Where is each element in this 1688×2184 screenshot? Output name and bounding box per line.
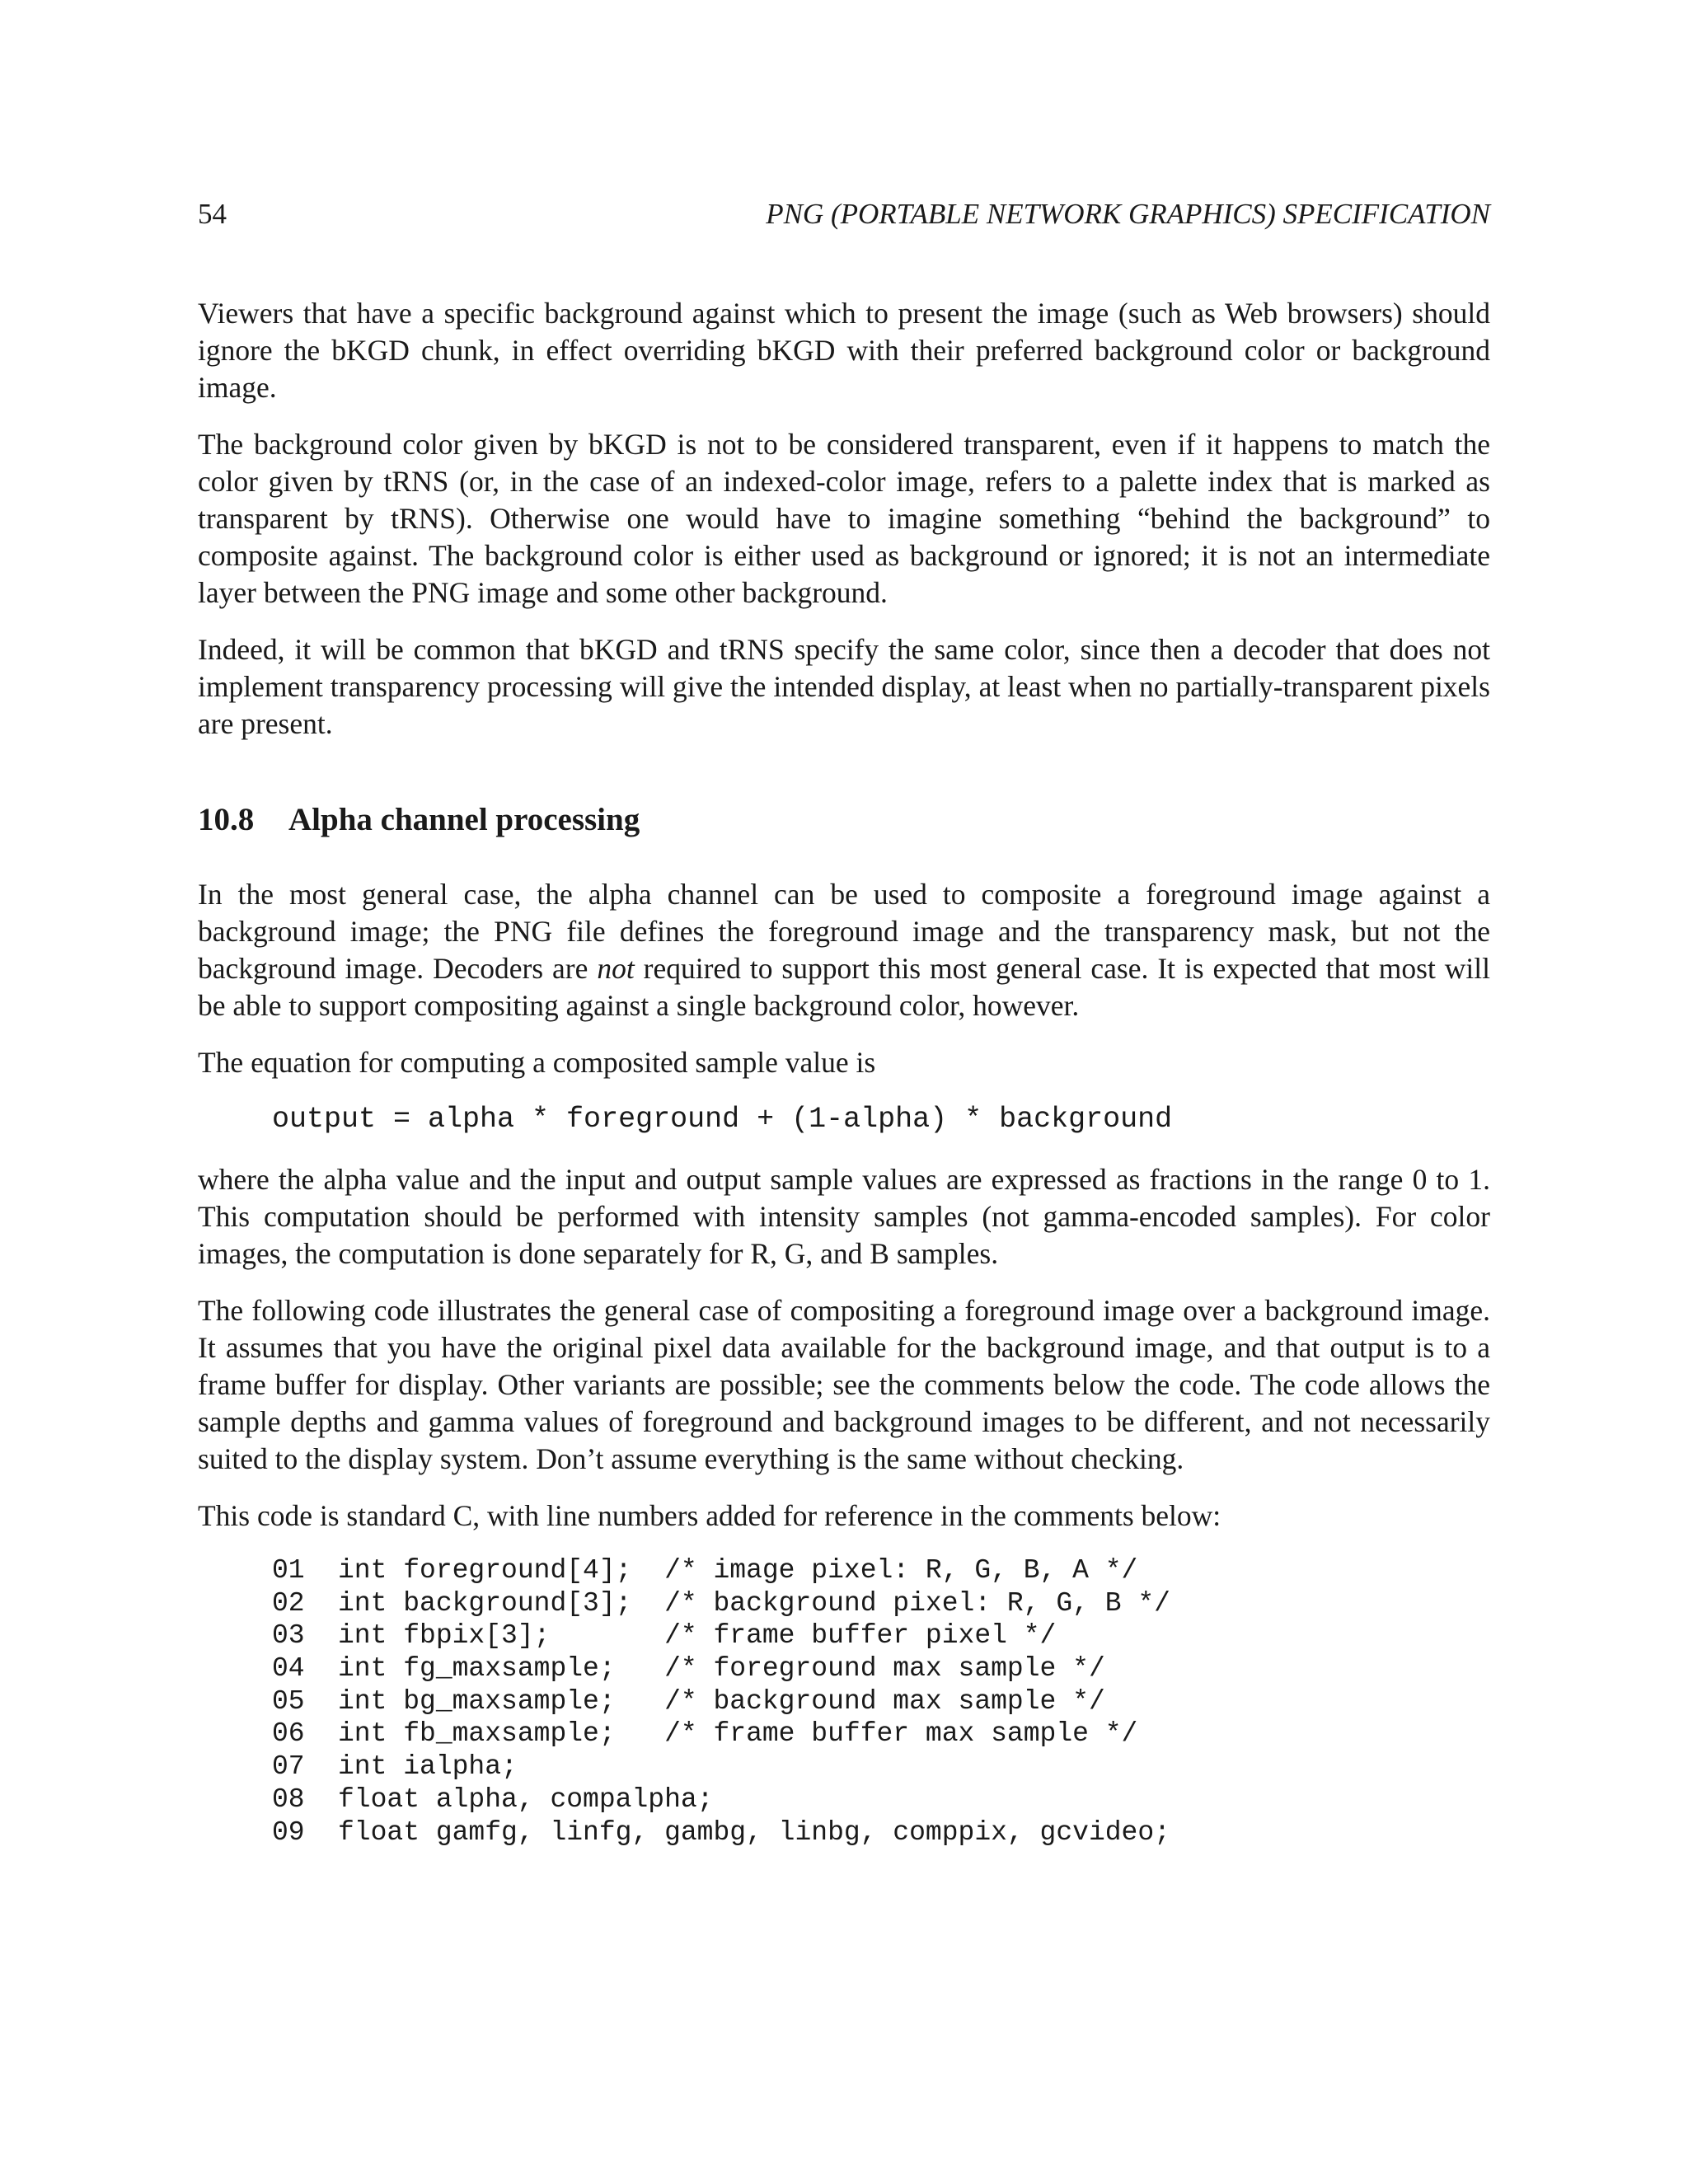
line-number: 01	[272, 1555, 305, 1586]
line-number: 05	[272, 1685, 305, 1717]
composite-equation: output = alpha * foreground + (1-alpha) * background	[272, 1103, 1173, 1136]
line-number: 04	[272, 1653, 305, 1685]
section-heading	[198, 800, 1490, 840]
code-text: int fbpix[3]; /* frame buffer pixel */	[338, 1620, 1057, 1652]
running-head	[198, 198, 1490, 237]
code-text: float alpha, compalpha;	[338, 1783, 714, 1815]
paragraph-background-color: The background color given by bKGD is not to be considered transparent, even if it happens to match the color given by tRNS (or, in the case of an indexed-color image, refers to a palette index that is marked as transparent by tRNS). Otherwise one would have to imagine something “behind the background” to composite against. The background color is either used as background or ignored; it is not an intermediate layer between the PNG image and some other background.	[198, 428, 1490, 609]
code-line	[272, 1816, 1490, 1849]
paragraph-viewers: Viewers that have a specific background against which to present the image (such as Web browsers) should ignore the bKGD chunk, in effect overriding bKGD with their preferred background color or background image.	[198, 297, 1490, 404]
line-number: 08	[272, 1783, 305, 1815]
line-number: 02	[272, 1587, 305, 1619]
page-number: 54	[198, 198, 227, 230]
code-text: int background[3]; /* background pixel: R, G, B */	[338, 1587, 1170, 1619]
code-text: int bg_maxsample; /* background max sample */	[338, 1685, 1105, 1717]
code-line	[272, 1619, 1490, 1652]
code-line	[272, 1718, 1490, 1750]
code-line	[272, 1554, 1490, 1587]
code-line	[272, 1750, 1490, 1783]
code-listing	[272, 1554, 1490, 1849]
running-title: PNG (PORTABLE NETWORK GRAPHICS) SPECIFICATION	[766, 198, 1490, 230]
code-line	[272, 1783, 1490, 1816]
code-text: float gamfg, linfg, gambg, linbg, comppix, gcvideo;	[338, 1816, 1170, 1848]
line-number: 07	[272, 1751, 305, 1783]
paragraph-alpha-fractions: where the alpha value and the input and output sample values are expressed as fractions in the range 0 to 1. This computation should be performed with intensity samples (not gamma-encoded samples). For color images, the computation is done separately for R, G, and B samples.	[198, 1163, 1490, 1270]
code-text: int ialpha;	[338, 1751, 518, 1783]
code-line	[272, 1652, 1490, 1685]
document-body	[198, 295, 1490, 1849]
code-line	[272, 1685, 1490, 1718]
emphasis-not: not	[597, 952, 635, 985]
paragraph-code-illustration: The following code illustrates the general case of compositing a foreground image over a background image. It assumes that you have the original pixel data available for the background image, and that output is to a frame buffer for display. Other variants are possible; see the comments below the code. The code allows the sample depths and gamma values of foreground and background images to be different, and not necessarily suited to the display system. Don’t assume everything is the same without checking.	[198, 1294, 1490, 1475]
paragraph-bkgd-trns: Indeed, it will be common that bKGD and tRNS specify the same color, since then a decoder that does not implement transparency processing will give the intended display, at least when no partially-transparent pixels are present.	[198, 633, 1490, 740]
section-number: 10.8	[198, 802, 255, 837]
paragraph-equation-intro: The equation for computing a composited sample value is	[198, 1046, 876, 1079]
code-line	[272, 1587, 1490, 1620]
line-number: 03	[272, 1620, 305, 1652]
code-text: int foreground[4]; /* image pixel: R, G, B, A */	[338, 1555, 1138, 1586]
section-title: Alpha channel processing	[288, 802, 640, 837]
code-text: int fb_maxsample; /* frame buffer max sample */	[338, 1718, 1138, 1750]
general-case-text-2: required to support this most general case. It is expected that most will be able to support compositing against a single background color, however.	[198, 952, 1490, 1022]
general-case-text-1: In the most general case, the alpha channel can be used to composite a foreground image against a background image; the PNG file defines the foreground image and the transparency mask, but not the background image. Decoders are	[198, 878, 1490, 985]
line-number: 09	[272, 1816, 305, 1848]
code-text: int fg_maxsample; /* foreground max sample */	[338, 1653, 1105, 1685]
paragraph-general-case	[198, 876, 1490, 1024]
paragraph-standard-c: This code is standard C, with line numbers added for reference in the comments below:	[198, 1499, 1221, 1532]
line-number: 06	[272, 1718, 305, 1750]
